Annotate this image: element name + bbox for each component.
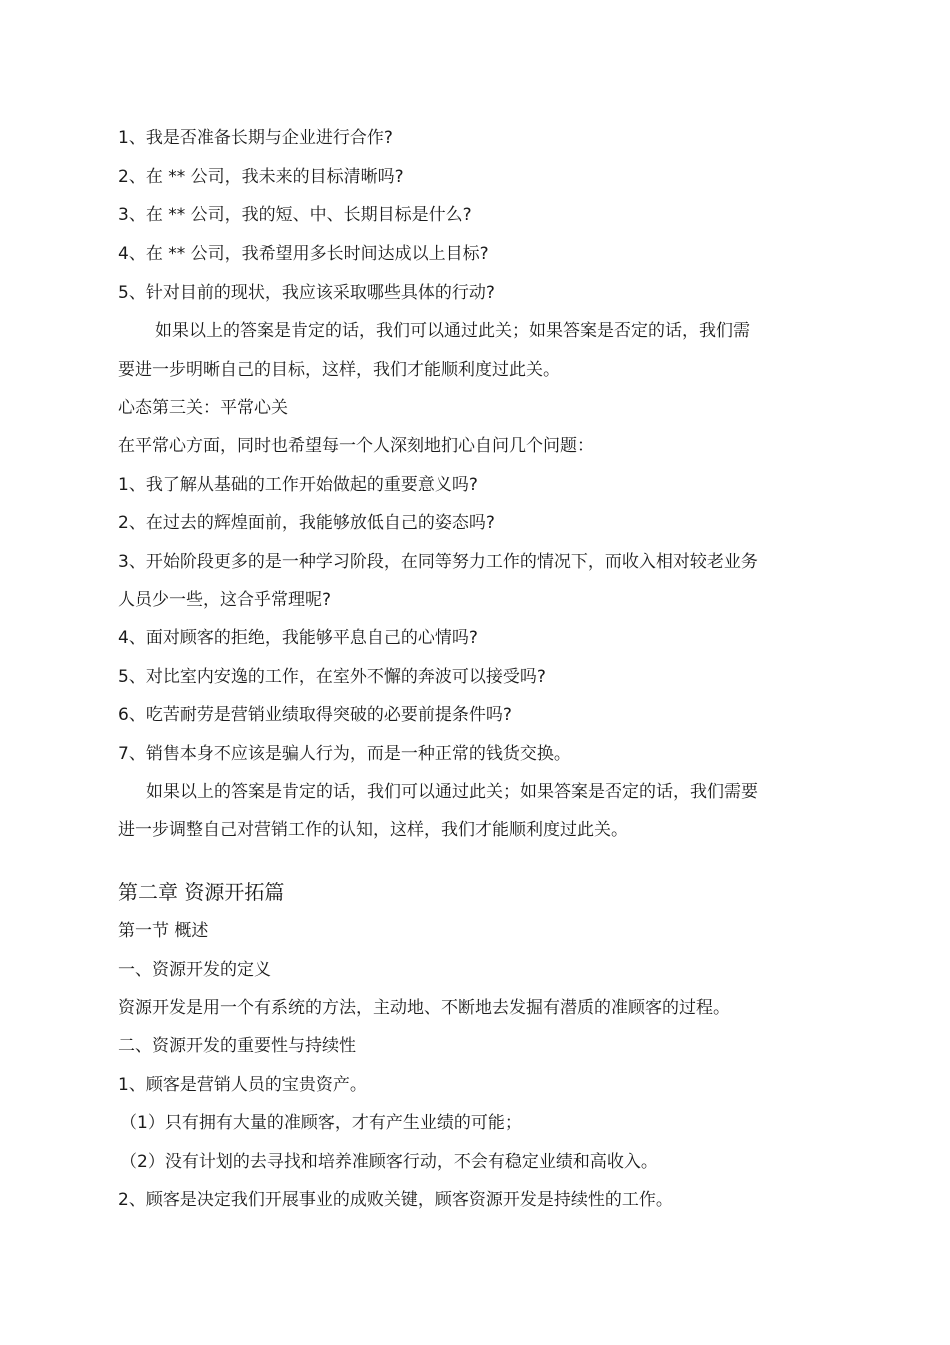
- question-basic-work: 1、我了解从基础的工作开始做起的重要意义吗?: [118, 475, 478, 495]
- point-customer-key: 2、顾客是决定我们开展事业的成败关键，顾客资源开发是持续性的工作。: [118, 1190, 673, 1210]
- subsection-heading-importance: 二、资源开发的重要性与持续性: [118, 1036, 356, 1056]
- question-concrete-actions: 5、针对目前的现状，我应该采取哪些具体的行动?: [118, 283, 495, 303]
- question-long-term-cooperation: 1、我是否准备长期与企业进行合作?: [118, 128, 393, 148]
- paragraph-conclusion-1-line2: 要进一步明晰自己的目标，这样，我们才能顺利度过此关。: [118, 360, 560, 380]
- subsection-heading-definition: 一、资源开发的定义: [118, 960, 271, 980]
- question-learning-stage-line1: 3、开始阶段更多的是一种学习阶段，在同等努力工作的情况下，而收入相对较老业务: [118, 552, 758, 572]
- section-heading-mindset-3: 心态第三关：平常心关: [118, 398, 288, 418]
- section-heading-overview: 第一节 概述: [118, 921, 209, 941]
- definition-paragraph: 资源开发是用一个有系统的方法，主动地、不断地去发掘有潜质的准顾客的过程。: [118, 998, 730, 1018]
- question-rejection: 4、面对顾客的拒绝，我能够平息自己的心情吗?: [118, 628, 478, 648]
- subpoint-no-plan: （2）没有计划的去寻找和培养准顾客行动，不会有稳定业绩和高收入。: [120, 1152, 658, 1172]
- question-future-goal: 2、在 ** 公司，我未来的目标清晰吗?: [118, 167, 404, 187]
- chapter-heading: 第二章 资源开拓篇: [118, 880, 285, 904]
- paragraph-conclusion-2-line1: 如果以上的答案是肯定的话，我们可以通过此关；如果答案是否定的话，我们需要: [146, 782, 758, 802]
- question-time-to-goal: 4、在 ** 公司，我希望用多长时间达成以上目标?: [118, 244, 489, 264]
- question-honest-sales: 7、销售本身不应该是骗人行为，而是一种正常的钱货交换。: [118, 744, 571, 764]
- paragraph-conclusion-2-line2: 进一步调整自己对营销工作的认知，这样，我们才能顺利度过此关。: [118, 820, 628, 840]
- question-short-mid-long-goals: 3、在 ** 公司，我的短、中、长期目标是什么?: [118, 205, 472, 225]
- question-hard-work: 6、吃苦耐劳是营销业绩取得突破的必要前提条件吗?: [118, 705, 512, 725]
- subpoint-many-prospects: （1）只有拥有大量的准顾客，才有产生业绩的可能；: [120, 1113, 522, 1133]
- paragraph-conclusion-1-line1: 如果以上的答案是肯定的话，我们可以通过此关；如果答案是否定的话，我们需: [155, 321, 750, 341]
- question-outdoor-work: 5、对比室内安逸的工作，在室外不懈的奔波可以接受吗?: [118, 667, 546, 687]
- question-lower-posture: 2、在过去的辉煌面前，我能够放低自己的姿态吗?: [118, 513, 495, 533]
- point-customer-asset: 1、顾客是营销人员的宝贵资产。: [118, 1075, 367, 1095]
- question-learning-stage-line2: 人员少一些，这合乎常理呢?: [118, 590, 332, 610]
- intro-paragraph: 在平常心方面，同时也希望每一个人深刻地扪心自问几个问题：: [118, 436, 594, 456]
